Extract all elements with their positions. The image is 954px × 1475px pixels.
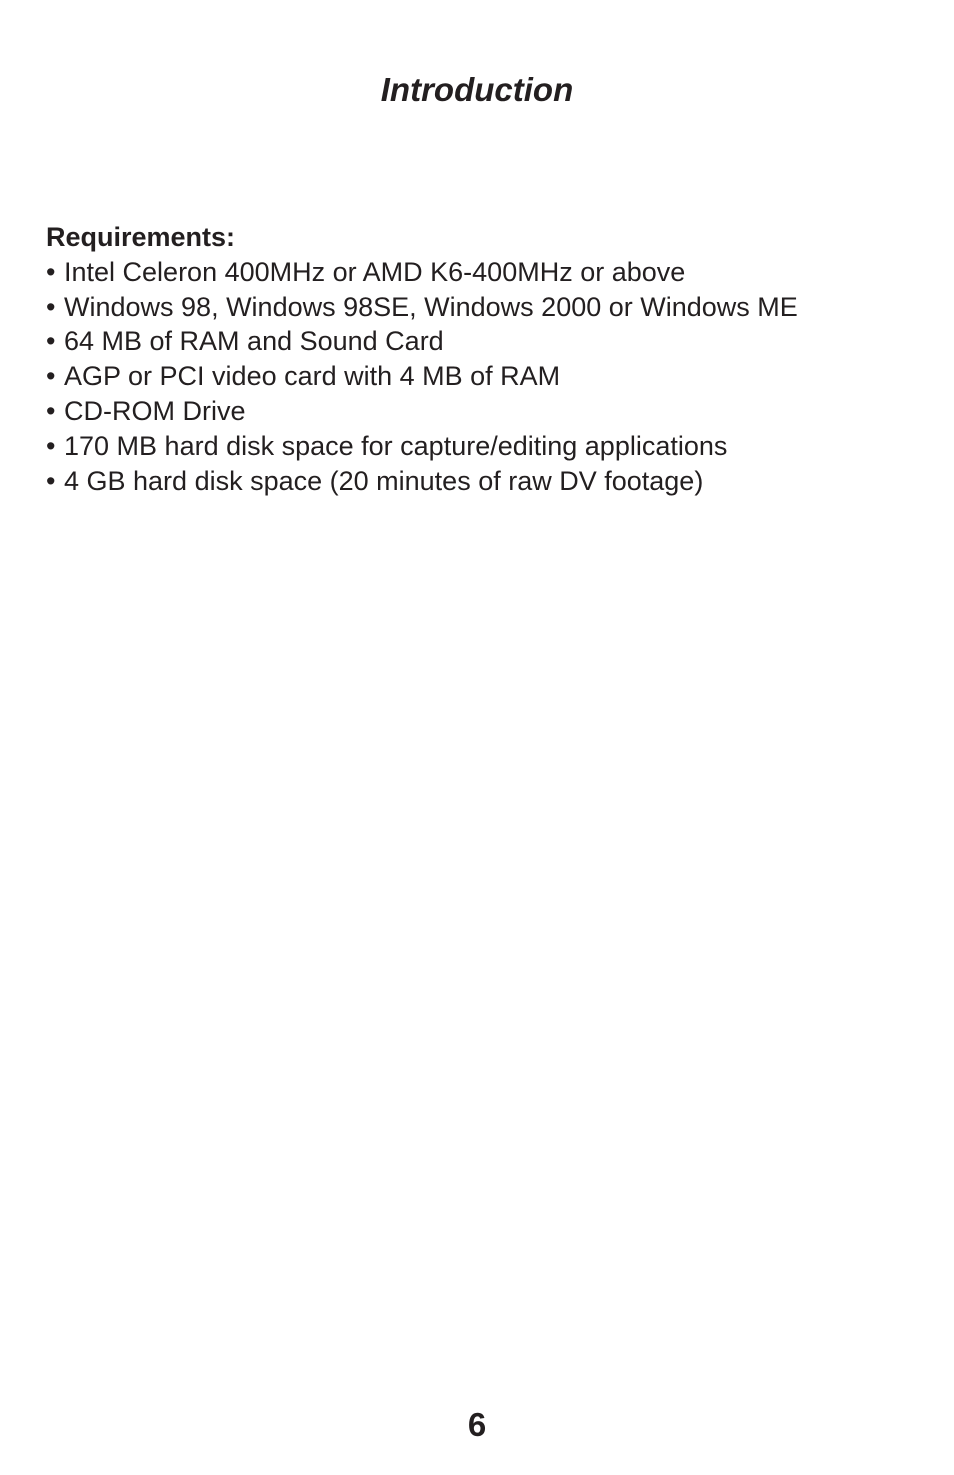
list-item-text: Intel Celeron 400MHz or AMD K6-400MHz or above [64, 256, 686, 287]
list-item-text: CD-ROM Drive [64, 395, 246, 426]
list-item-text: Windows 98, Windows 98SE, Windows 2000 or Windows ME [64, 291, 798, 322]
list-item-text: 64 MB of RAM and Sound Card [64, 326, 444, 357]
page-number: 6 [467, 1406, 487, 1443]
list-item [46, 290, 926, 325]
list-item [46, 429, 926, 464]
list-item-text: 170 MB hard disk space for capture/editing applications [64, 430, 728, 461]
list-item [46, 359, 926, 394]
bullet-icon: • [46, 291, 56, 322]
requirements-list [46, 255, 926, 499]
list-item [46, 324, 926, 359]
list-item [46, 464, 926, 499]
list-item-text: 4 GB hard disk space (20 minutes of raw DV footage) [64, 465, 704, 496]
bullet-icon: • [46, 465, 56, 496]
list-item-text: AGP or PCI video card with 4 MB of RAM [64, 361, 561, 392]
requirements-heading: Requirements: [46, 222, 236, 252]
requirements-section [46, 220, 926, 498]
bullet-icon: • [46, 430, 56, 461]
bullet-icon: • [46, 361, 56, 392]
list-item [46, 255, 926, 290]
bullet-icon: • [46, 395, 56, 426]
page-title: Introduction [380, 71, 574, 108]
list-item [46, 394, 926, 429]
bullet-icon: • [46, 326, 56, 357]
bullet-icon: • [46, 256, 56, 287]
